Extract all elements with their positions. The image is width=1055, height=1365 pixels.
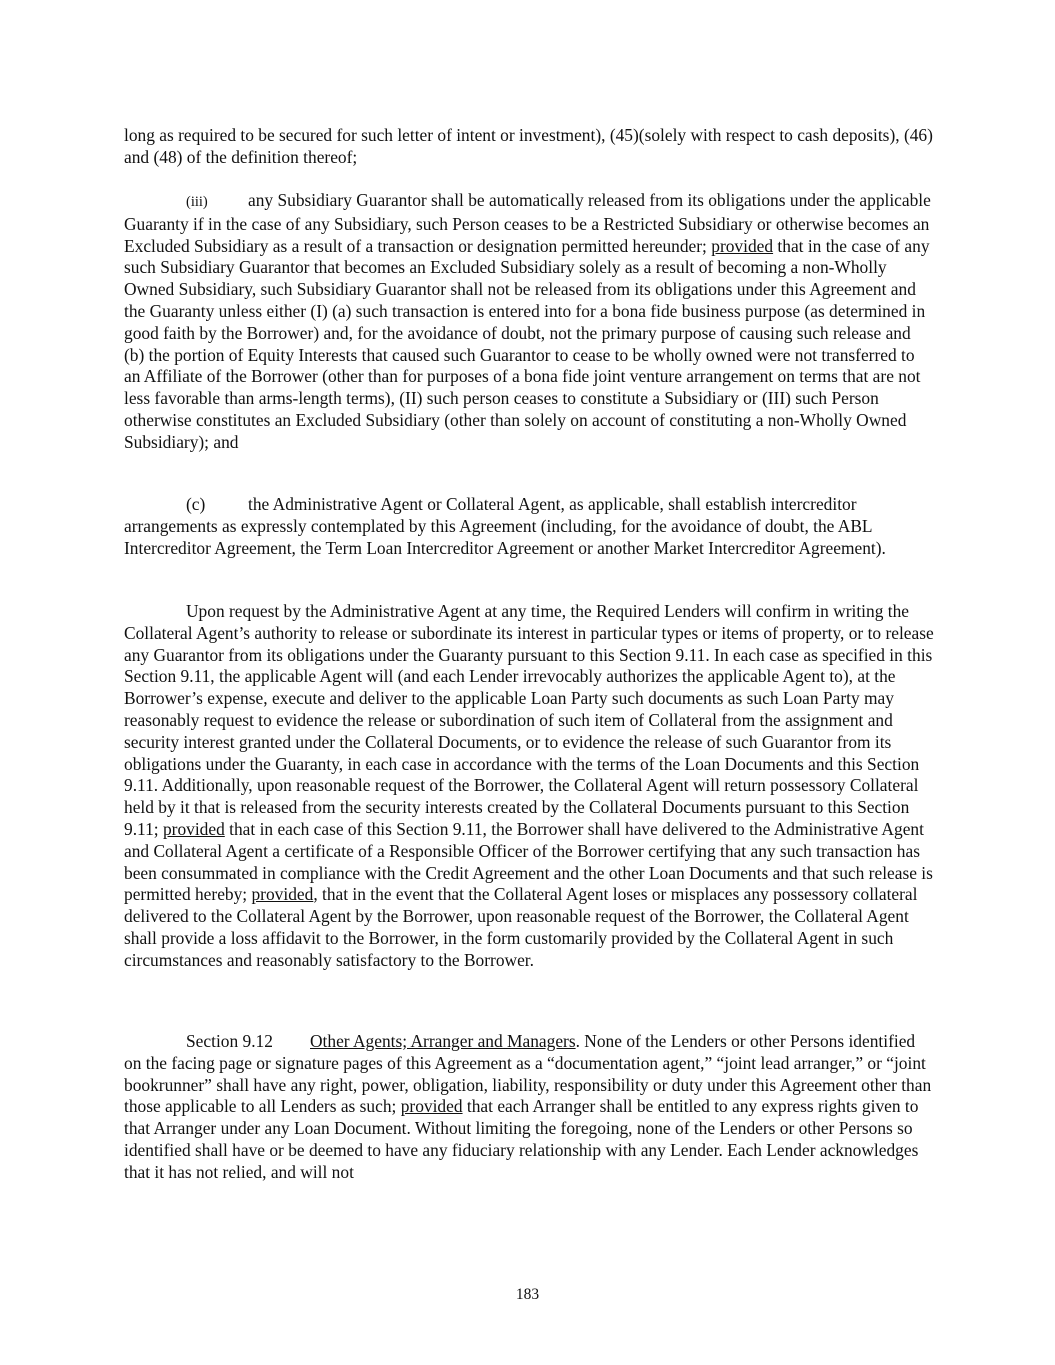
section-9-12-text-a: . None of the Lenders or other Persons identified on the facing page or signature pages of this Agreement as a “documentation agent,” “joint lead arranger,” or “joint bookrunner” shall have any right, power, obligation, liability, responsibility or duty under this Agreement other than those applicable to all Lenders as such; <box>124 1031 932 1117</box>
paragraph-continuation-text: long as required to be secured for such letter of intent or investment), (45)(solely with respect to cash deposits), (46) and (48) of the definition thereof; <box>124 125 933 167</box>
section-number: Section 9.12 <box>186 1031 273 1051</box>
paragraph-upon-request <box>124 601 934 972</box>
upon-request-text-c: , that in the event that the Collateral Agent loses or misplaces any possessory collateral delivered to the Collateral Agent by the Borrower, upon reasonable request of the Borrower, the Collateral Agent shall provide a loss affidavit to the Borrower, in the form customarily provided by the Collateral Agent in such circumstances and reasonably satisfactory to the Borrower. <box>124 884 918 970</box>
paragraph-continuation <box>124 125 934 169</box>
clause-label-c: (c) <box>186 494 206 514</box>
clause-iii-text-a: any Subsidiary Guarantor shall be automatically released from its obligations under the applicable Guaranty if in the case of any Subsidiary, such Person ceases to be a Restricted Subsidiary or otherwise becomes an Excluded Subsidiary as a result of a transaction or designation permitted hereunder; <box>124 190 931 256</box>
section-heading: Other Agents; Arranger and Managers <box>310 1031 576 1051</box>
clause-c-text: the Administrative Agent or Collateral Agent, as applicable, shall establish intercreditor arrangements as expressly contemplated by this Agreement (including, for the avoidance of doubt, the ABL Intercreditor Agreement, the Term Loan Intercreditor Agreement or another Market Intercreditor Agreement). <box>124 494 886 558</box>
clause-iii-text-b: that in the case of any such Subsidiary Guarantor that becomes an Excluded Subsidiary solely as a result of becoming a non-Wholly Owned Subsidiary, such Subsidiary Guarantor shall not be released from its obligations under this Agreement and the Guaranty unless either (I) (a) such transaction is entered into for a bona fide business purpose (as determined in good faith by the Borrower) and, for the avoidance of doubt, not the primary purpose of causing such release and (b) the portion of Equity Interests that caused such Guarantor to cease to be wholly owned were not transferred to an Affiliate of the Borrower (other than for purposes of a bona fide joint venture arrangement on terms that are not less favorable than arms-length terms), (II) such person ceases to constitute a Subsidiary or (III) such Person otherwise constitutes an Excluded Subsidiary (other than solely on account of constituting a non-Wholly Owned Subsidiary); and <box>124 235 930 452</box>
upon-request-text-a: Upon request by the Administrative Agent at any time, the Required Lenders will confirm in writing the Collateral Agent’s authority to release or subordinate its interest in particular types or items of property, or to release any Guarantor from its obligations under the Guaranty pursuant to this Section 9.11. In each case as specified in this Section 9.11, the applicable Agent will (and each Lender irrevocably authorizes the applicable Agent to), at the Borrower’s expense, execute and deliver to the applicable Loan Party such documents as such Loan Party may reasonably request to evidence the release or subordination of such item of Collateral from the assignment and security interest granted under the Collateral Documents, or to evidence the release of such Guarantor from its obligations under the Guaranty, in each case in accordance with the terms of the Loan Documents and this Section 9.11. Additionally, upon reasonable request of the Borrower, the Collateral Agent will return possessory Collateral held by it that is released from the security interests created by the Collateral Documents pursuant to this Section 9.11; <box>124 601 934 839</box>
provided-term: provided <box>711 235 774 256</box>
upon-request-text-b: that in each case of this Section 9.11, the Borrower shall have delivered to the Administrative Agent and Collateral Agent a certificate of a Responsible Officer of the Borrower certifying that any such transaction has been consummated in compliance with the Credit Agreement and the other Loan Documents and that such release is permitted hereby; <box>124 818 933 905</box>
provided-term: provided <box>400 1096 463 1117</box>
section-9-12-text-b: that each Arranger shall be entitled to any express rights given to that Arranger under any Loan Document. Without limiting the foregoing, none of the Lenders or other Persons so identified shall have or be deemed to have any fiduciary relationship with any Lender. Each Lender acknowledges that it has not relied, and will not <box>124 1096 919 1182</box>
provided-term: provided <box>162 818 225 839</box>
paragraph-section-9-12 <box>124 1031 934 1184</box>
page-number: 183 <box>515 1286 540 1303</box>
clause-label-iii: (iii) <box>186 194 208 210</box>
provided-term: provided <box>251 884 314 905</box>
paragraph-c <box>124 494 934 559</box>
paragraph-iii <box>124 190 934 454</box>
